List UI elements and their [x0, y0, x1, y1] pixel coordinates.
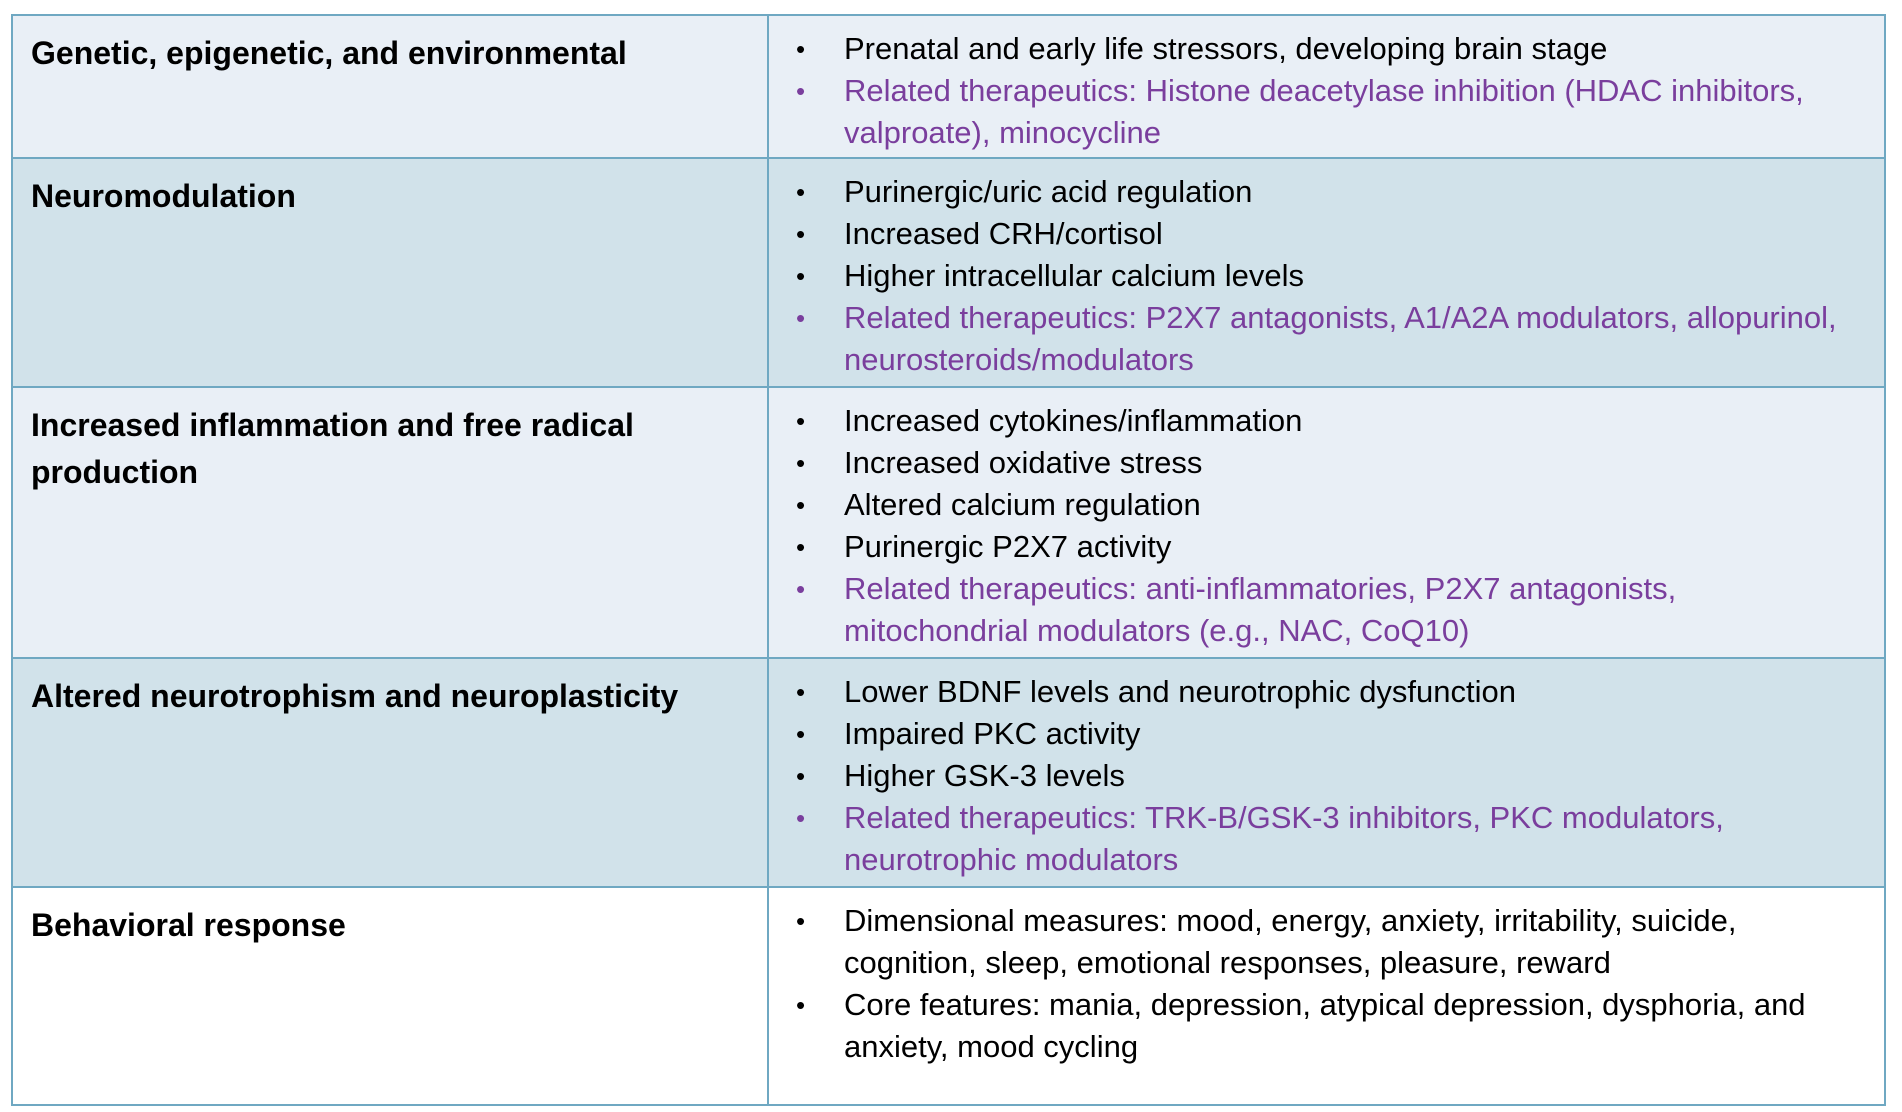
table-row — [13, 657, 1884, 886]
bullet-item: • Higher GSK-3 levels — [769, 755, 1868, 797]
bullet-item: • Increased cytokines/inflammation — [769, 400, 1868, 442]
category-cell — [13, 159, 769, 386]
bullet-item: • Prenatal and early life stressors, developing brain stage — [769, 28, 1868, 70]
bullet-item: • Lower BDNF levels and neurotrophic dysfunction — [769, 671, 1868, 713]
bullet-list — [769, 28, 1868, 154]
table-row — [13, 157, 1884, 386]
category-label: Altered neurotrophism and neuroplasticity — [31, 678, 679, 714]
bullet-item: • Core features: mania, depression, atypical depression, dysphoria, and anxiety, mood cycling — [769, 984, 1868, 1068]
category-cell — [13, 659, 769, 886]
therapeutics-item: • Related therapeutics: P2X7 antagonists, A1/A2A modulators, allopurinol, neurosteroids/modulators — [769, 297, 1868, 381]
bullet-list — [769, 900, 1868, 1068]
bullet-item: • Altered calcium regulation — [769, 484, 1868, 526]
details-cell — [769, 659, 1884, 886]
category-cell — [13, 16, 769, 157]
therapeutics-item: • Related therapeutics: TRK-B/GSK-3 inhibitors, PKC modulators, neurotrophic modulators — [769, 797, 1868, 881]
bullet-item: • Increased oxidative stress — [769, 442, 1868, 484]
details-cell — [769, 159, 1884, 386]
category-cell — [13, 888, 769, 1104]
bullet-item: • Higher intracellular calcium levels — [769, 255, 1868, 297]
bullet-list — [769, 400, 1868, 652]
therapeutics-item: • Related therapeutics: Histone deacetylase inhibition (HDAC inhibitors, valproate), minocycline — [769, 70, 1868, 154]
bullet-item: • Increased CRH/cortisol — [769, 213, 1868, 255]
details-cell — [769, 16, 1884, 157]
bullet-item: • Purinergic/uric acid regulation — [769, 171, 1868, 213]
category-label: Behavioral response — [31, 907, 346, 943]
table-row — [13, 886, 1884, 1104]
therapeutics-item: • Related therapeutics: anti-inflammatories, P2X7 antagonists, mitochondrial modulators (e.g., NAC, CoQ10) — [769, 568, 1868, 652]
mechanisms-table — [11, 14, 1886, 1106]
bullet-list — [769, 171, 1868, 381]
table-row — [13, 16, 1884, 157]
bullet-item: • Dimensional measures: mood, energy, anxiety, irritability, suicide, cognition, sleep, emotional responses, pleasure, reward — [769, 900, 1868, 984]
category-label: Neuromodulation — [31, 178, 296, 214]
category-label: Genetic, epigenetic, and environmental — [31, 35, 627, 71]
bullet-item: • Purinergic P2X7 activity — [769, 526, 1868, 568]
bullet-item: • Impaired PKC activity — [769, 713, 1868, 755]
table-row — [13, 386, 1884, 657]
bullet-list — [769, 671, 1868, 881]
category-label: Increased inflammation and free radical production — [31, 407, 634, 490]
details-cell — [769, 888, 1884, 1104]
details-cell — [769, 388, 1884, 657]
category-cell — [13, 388, 769, 657]
